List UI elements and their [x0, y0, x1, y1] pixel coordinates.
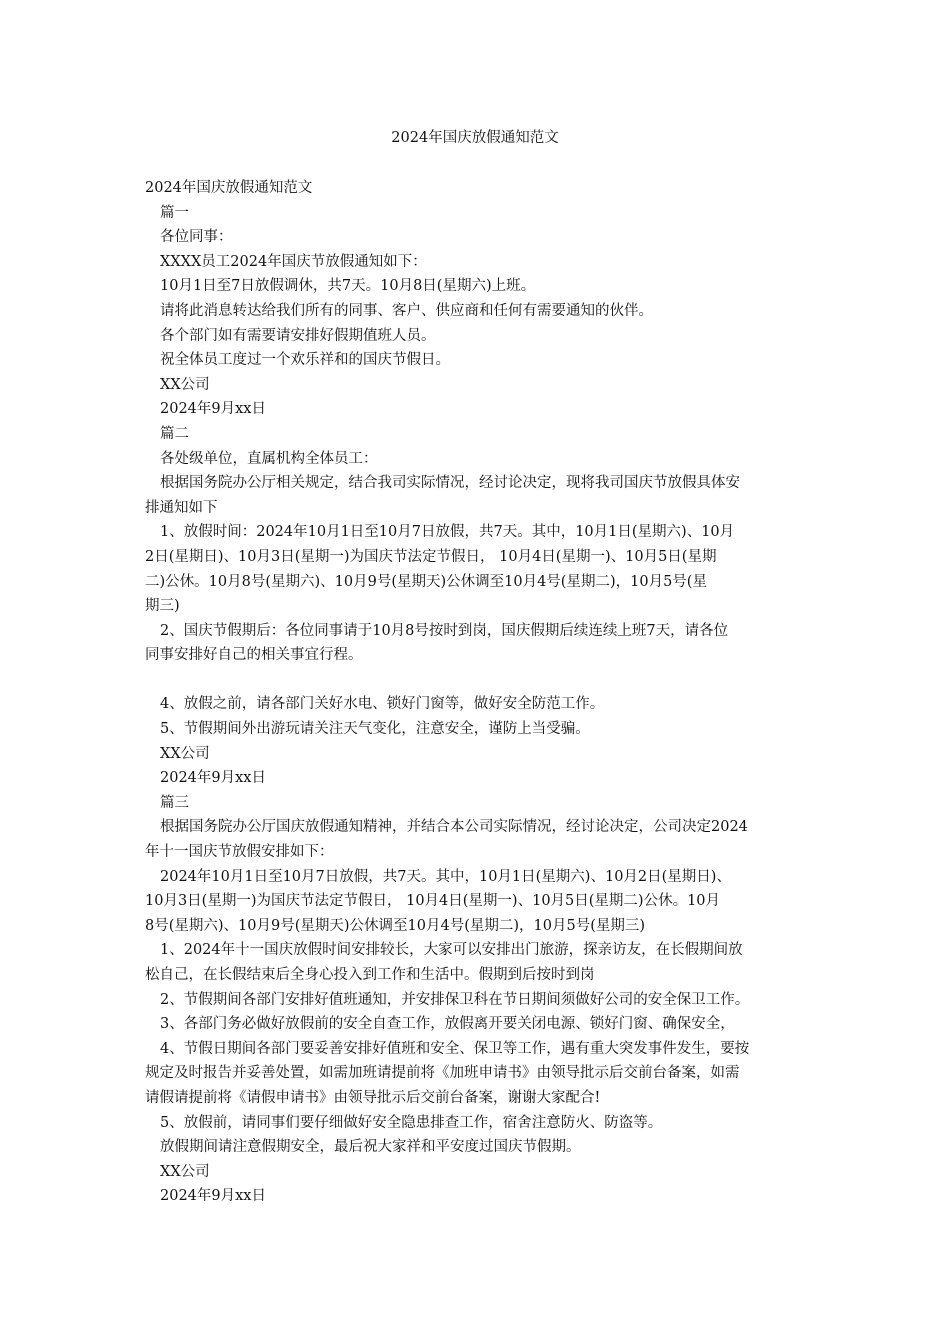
paragraph-line: 规定及时报告并妥善处置，如需加班请提前将《加班申请书》由领导批示后交前台备案，如需 [145, 1065, 740, 1082]
section-heading-2: 篇二 [160, 425, 189, 442]
paragraph-line: 请假请提前将《请假申请书》由领导批示后交前台备案，谢谢大家配合! [145, 1089, 601, 1106]
paragraph-line: 二)公休。10月8号(星期六)、10月9号(星期天)公休调至10月4号(星期二)，10月5号(星 [145, 573, 707, 590]
paragraph-line: 年十一国庆节放假安排如下： [145, 844, 334, 861]
document-title: 2024年国庆放假通知范文 [391, 130, 559, 146]
blank-line [145, 668, 810, 693]
signature-date: 2024年9月xx日 [160, 401, 266, 418]
paragraph-line: 2024年10月1日至10月7日放假，共7天。其中，10月1日(星期六)、10月2日(星期日)、 [160, 868, 731, 885]
paragraph-line: 各位同事： [160, 229, 233, 246]
paragraph-line: 同事安排好自己的相关事宜行程。 [145, 647, 363, 664]
paragraph-line: XXXX员工2024年国庆节放假通知如下： [160, 253, 427, 270]
signature-date: 2024年9月xx日 [160, 770, 266, 787]
paragraph-line: 松自己，在长假结束后全身心投入到工作和生活中。假期到后按时到岗 [145, 967, 595, 983]
paragraph-line: 祝全体员工度过一个欢乐祥和的国庆节假日。 [160, 352, 450, 369]
paragraph-line: 5、放假前，请同事们要仔细做好安全隐患排查工作，宿舍注意防火、防盗等。 [160, 1114, 663, 1131]
paragraph-line: 放假期间请注意假期安全，最后祝大家祥和平安度过国庆节假期。 [160, 1139, 581, 1156]
paragraph-line: 10月3日(星期一)为国庆节法定节假日， 10月4日(星期一)、10月5日(星期二)公休。10月 [145, 893, 721, 910]
paragraph-line: 4、放假之前，请各部门关好水电、锁好门窗等，做好安全防范工作。 [160, 696, 605, 713]
paragraph-line: 根据国务院办公厅相关规定，结合我司实际情况，经讨论决定，现将我司国庆节放假具体安 [160, 475, 740, 492]
paragraph-line: 2、国庆节假期后：各位同事请于10月8号按时到岗，国庆假期后续连续上班7天，请各位 [160, 622, 729, 639]
paragraph-line: 5、节假期间外出游玩请关注天气变化，注意安全，谨防上当受骗。 [160, 721, 590, 738]
paragraph-line: 各处级单位，直属机构全体员工： [160, 450, 378, 467]
body-heading: 2024年国庆放假通知范文 [145, 180, 313, 196]
paragraph-line: 8号(星期六)、10月9号(星期天)公休调至10月4号(星期二)，10月5号(星期三) [145, 917, 646, 934]
section-heading-1: 篇一 [160, 204, 189, 221]
signature-company: XX公司 [160, 1163, 210, 1180]
document-body [145, 176, 810, 1209]
paragraph-line: 2日(星期日)、10月3日(星期一)为国庆节法定节假日， 10月4日(星期一)、10月5日(星期 [145, 548, 717, 565]
paragraph-line: 期三) [145, 598, 180, 615]
paragraph-line: 排通知如下 [145, 499, 218, 516]
section-heading-3: 篇三 [160, 794, 189, 811]
paragraph-line: 各个部门如有需要请安排好假期值班人员。 [160, 327, 436, 344]
paragraph-line: 3、各部门务必做好放假前的安全自查工作，放假离开要关闭电源、锁好门窗、确保安全， [160, 1016, 735, 1033]
signature-company: XX公司 [160, 745, 210, 762]
signature-date: 2024年9月xx日 [160, 1188, 266, 1205]
paragraph-line: 2、节假期间各部门安排好值班通知，并安排保卫科在节日期间须做好公司的安全保卫工作。 [160, 991, 750, 1008]
paragraph-line: 4、节假日期间各部门要妥善安排好值班和安全、保卫等工作，遇有重大突发事件发生，要按 [160, 1040, 750, 1057]
paragraph-line: 10月1日至7日放假调休，共7天。10月8日(星期六)上班。 [160, 278, 536, 295]
paragraph-line: 1、2024年十一国庆放假时间安排较长，大家可以安排出门旅游，探亲访友，在长假期间放 [160, 942, 743, 959]
paragraph-line: 请将此消息转达给我们所有的同事、客户、供应商和任何有需要通知的伙伴。 [160, 302, 653, 319]
paragraph-line: 根据国务院办公厅国庆放假通知精神，并结合本公司实际情况，经讨论决定，公司决定2024 [160, 819, 748, 836]
signature-company: XX公司 [160, 376, 210, 393]
paragraph-line: 1、放假时间：2024年10月1日至10月7日放假，共7天。其中，10月1日(星期六)、10月 [160, 524, 735, 541]
